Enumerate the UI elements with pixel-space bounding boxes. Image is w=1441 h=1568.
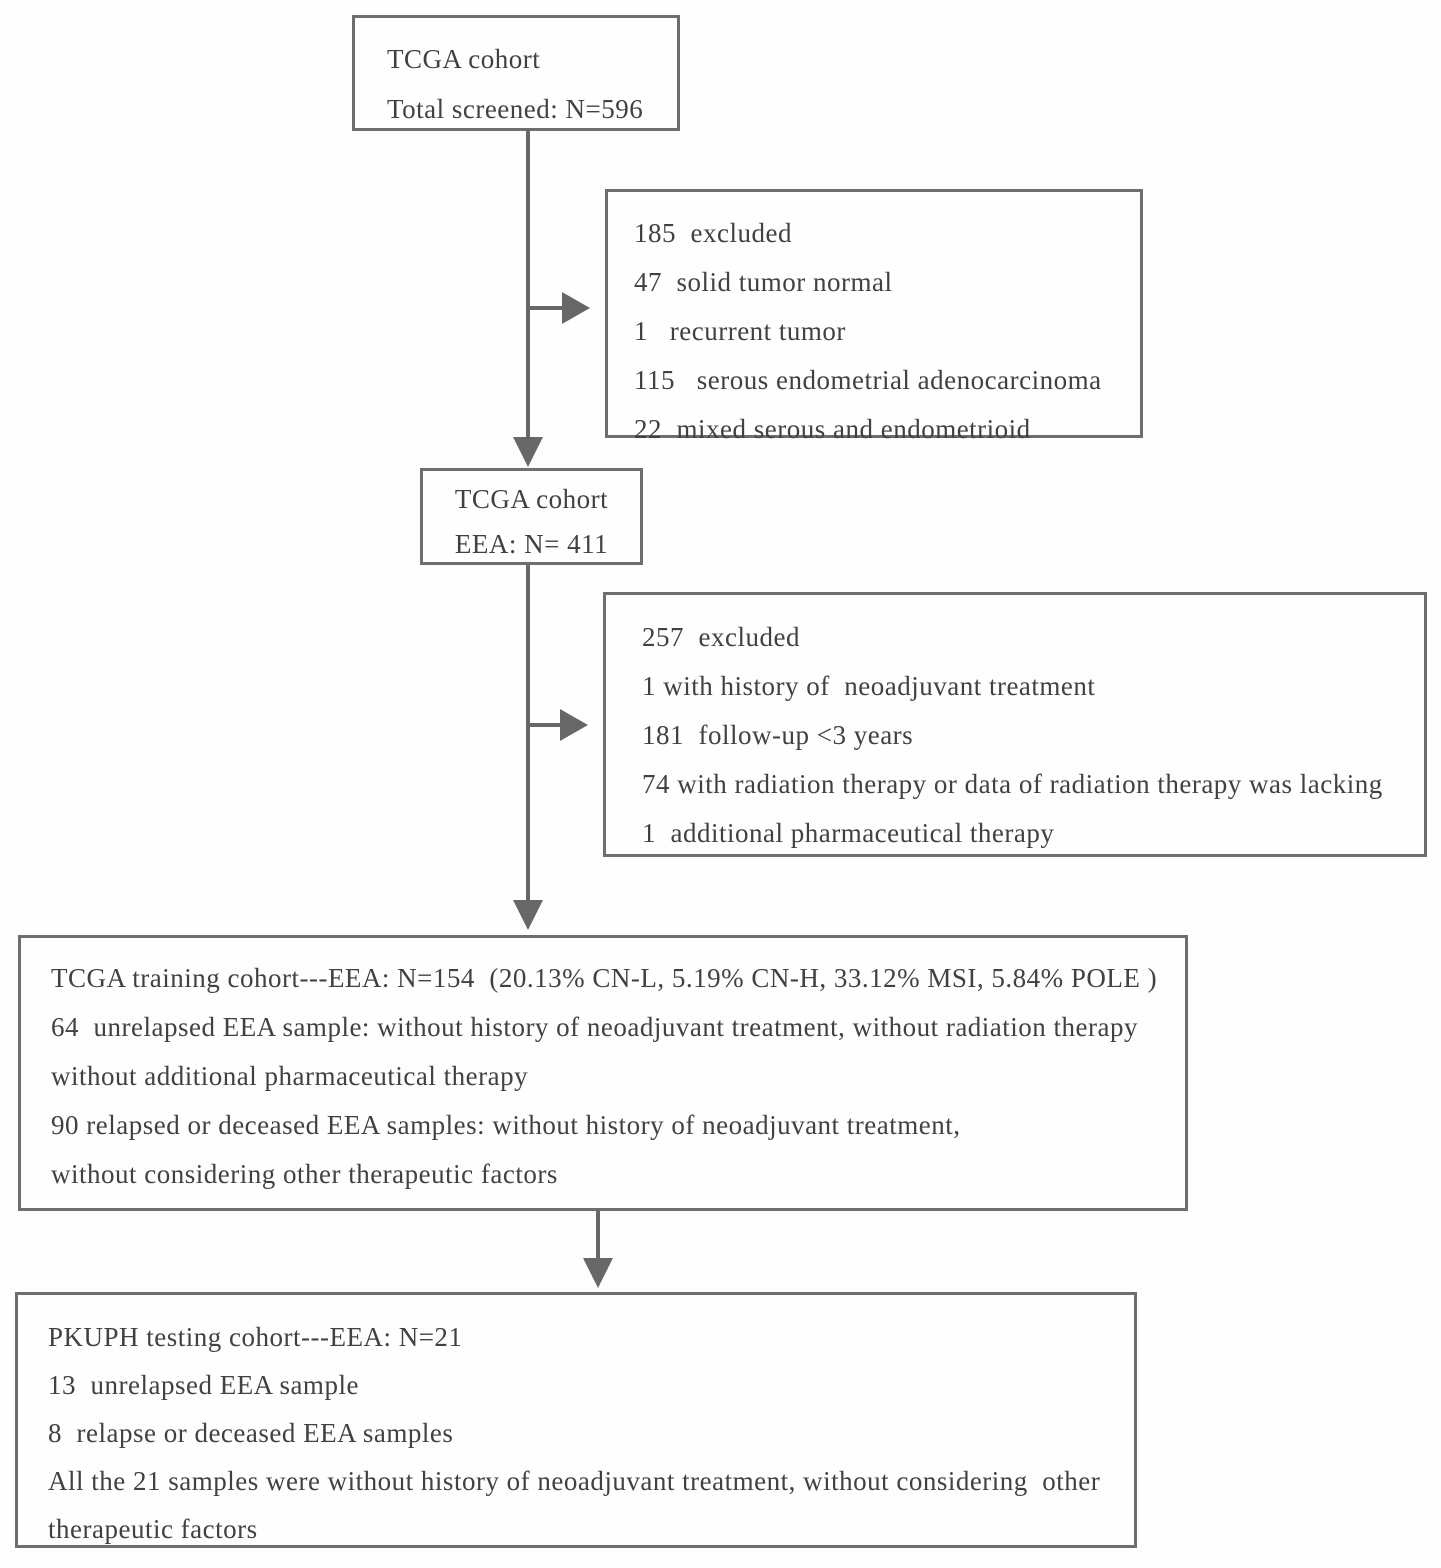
connector-line-down-3 (596, 1211, 600, 1263)
box-line: without considering other therapeutic factors (51, 1159, 558, 1189)
box-line: 115 serous endometrial adenocarcinoma (634, 365, 1102, 395)
box-line: 90 relapsed or deceased EEA samples: without history of neoadjuvant treatment, (51, 1110, 961, 1140)
arrowhead-down-icon (513, 900, 543, 930)
box-line: without additional pharmaceutical therapy (51, 1061, 529, 1091)
box-line: TCGA training cohort---EEA: N=154 (20.13% CN-L, 5.19% CN-H, 33.12% MSI, 5.84% POLE ) (51, 963, 1158, 993)
box-line: EEA: N= 411 (454, 529, 609, 559)
arrowhead-down-icon (513, 437, 543, 467)
box-line: TCGA cohort (454, 484, 609, 514)
box-line: 1 additional pharmaceutical therapy (642, 818, 1055, 848)
connector-line-down-2 (526, 565, 530, 905)
box-line: TCGA cohort (387, 44, 541, 74)
arrowhead-right-icon (562, 292, 590, 324)
connector-line-down-1 (526, 131, 530, 445)
box-line: 1 recurrent tumor (634, 316, 846, 346)
box-line: 47 solid tumor normal (634, 267, 893, 297)
box-line: 22 mixed serous and endometrioid (634, 414, 1031, 444)
tcga-training-cohort-box (18, 935, 1188, 1211)
box-line: 1 with history of neoadjuvant treatment (642, 671, 1096, 701)
box-line: 8 relapse or deceased EEA samples (48, 1418, 454, 1448)
box-line: 13 unrelapsed EEA sample (48, 1370, 359, 1400)
arrowhead-down-icon (583, 1258, 613, 1288)
exclusion-box-2 (603, 592, 1427, 857)
box-line: 185 excluded (634, 218, 792, 248)
pkuph-testing-cohort-box (15, 1292, 1137, 1548)
box-line: 257 excluded (642, 622, 800, 652)
box-line: PKUPH testing cohort---EEA: N=21 (48, 1322, 463, 1352)
box-line: 74 with radiation therapy or data of radiation therapy was lacking (642, 769, 1383, 799)
tcga-eea-box (420, 468, 643, 565)
tcga-total-screened-box (352, 15, 680, 131)
box-line: 64 unrelapsed EEA sample: without history of neoadjuvant treatment, without radiation therapy (51, 1012, 1139, 1042)
box-line: All the 21 samples were without history of neoadjuvant treatment, without considering other (48, 1466, 1101, 1496)
box-line: Total screened: N=596 (387, 94, 644, 124)
exclusion-box-1 (605, 189, 1143, 444)
box-line: 181 follow-up <3 years (642, 720, 914, 750)
arrowhead-right-icon (560, 709, 588, 741)
box-line: therapeutic factors (48, 1514, 258, 1544)
